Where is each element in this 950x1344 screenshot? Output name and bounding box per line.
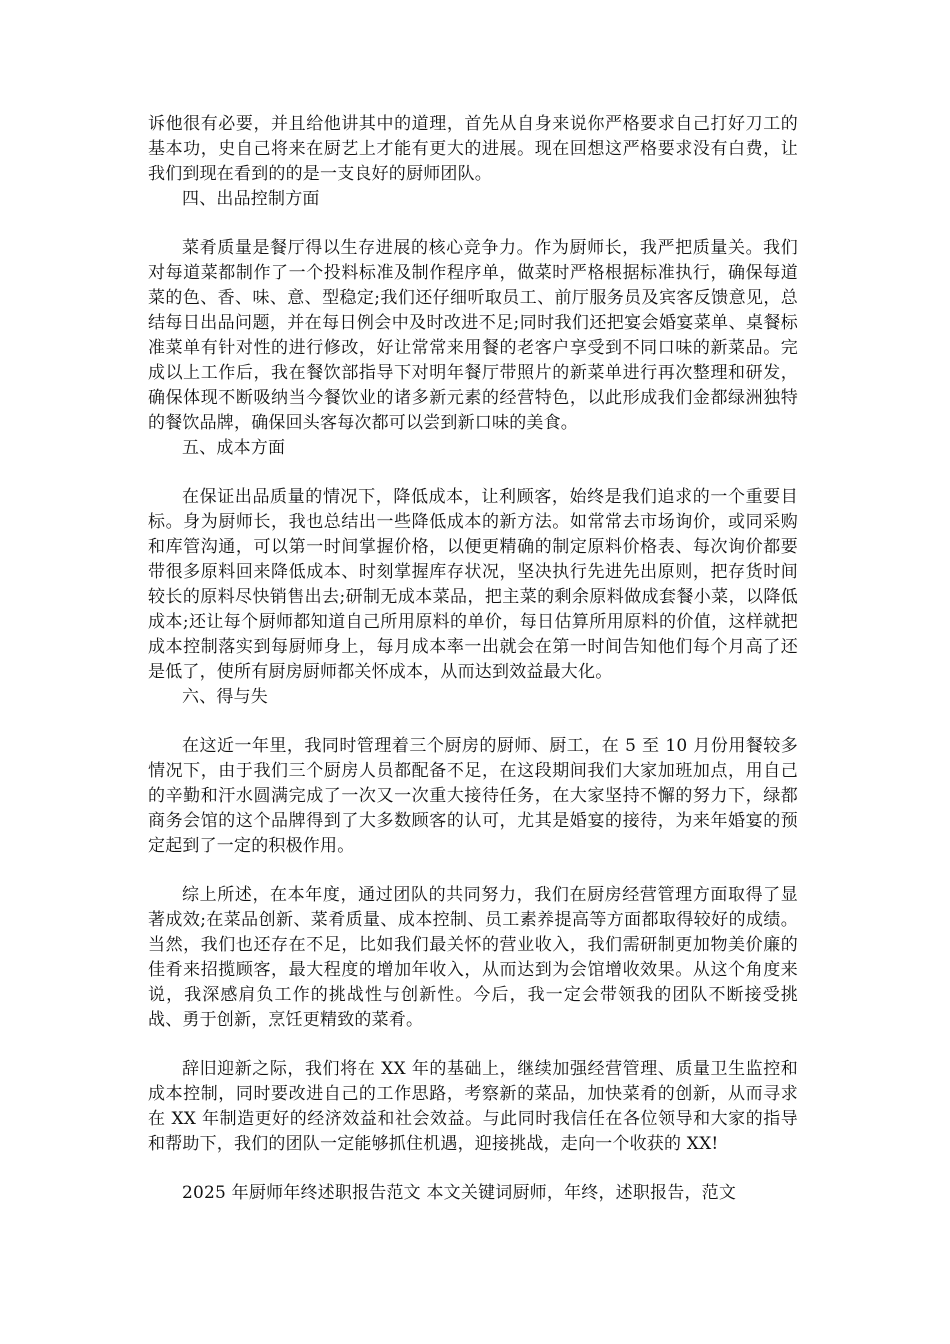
paragraph-gains-losses: 在这近一年里，我同时管理着三个厨房的厨师、厨工，在 5 至 10 月份用餐较多情况下，由于我们三个厨房人员都配备不足，在这段期间我们大家加班加点，用自己的辛勤和汗水圆满完成了一次又一次重大接待任务，在大家坚持不懈的努力下，绿都商务会馆的这个品牌得到了大多数顾客的认可，尤其是婚宴的接待，为来年婚宴的预定起到了一定的积极作用。 — [148, 736, 798, 856]
paragraph-cost: 在保证出品质量的情况下，降低成本，让利顾客，始终是我们追求的一个重要目标。身为厨师长，我也总结出一些降低成本的新方法。如常常去市场询价，或同采购和库管沟通，可以第一时间掌握价格，以便更精确的制定原料价格表、每次询价都要带很多原料回来降低成本、时刻掌握库存状况，坚决执行先进先出原则，把存货时间较长的原料尽快销售出去;研制无成本菜品，把主菜的剩余原料做成套餐小菜，以降低成本;还让每个厨师都知道自己所用原料的单价，每日估算所用原料的价值，这样就把成本控制落实到每厨师身上，每月成本率一出就会在第一时间告知他们每个月高了还是低了，使所有厨房厨师都关怀成本，从而达到效益最大化。 — [148, 487, 798, 682]
section-heading-cost: 五、成本方面 — [182, 438, 286, 458]
paragraph-new-year: 辞旧迎新之际，我们将在 XX 年的基础上，继续加强经营管理、质量卫生监控和成本控制，同时要改进自己的工作思路，考察新的菜品，加快菜肴的创新，从而寻求在 XX 年制造更好的经济效益和社会效益。与此同时我信任在各位领导和大家的指导和帮助下，我们的团队一定能够抓住机遇，迎接挑战，走向一个收获的 XX! — [148, 1059, 798, 1154]
paragraph-output-control: 菜肴质量是餐厅得以生存进展的核心竞争力。作为厨师长，我严把质量关。我们对每道菜都制作了一个投料标准及制作程序单，做菜时严格根据标准执行，确保每道菜的色、香、味、意、型稳定;我们还仔细听取员工、前厅服务员及宾客反馈意见，总结每日出品问题，并在每日例会中及时改进不足;同时我们还把宴会婚宴菜单、桌餐标准菜单有针对性的进行修改，好让常常来用餐的老客户享受到不同口味的新菜品。完成以上工作后，我在餐饮部指导下对明年餐厅带照片的新菜单进行再次整理和研发，确保体现不断吸纳当今餐饮业的诸多新元素的经营特色，以此形成我们金都绿洲独特的餐饮品牌，确保回头客每次都可以尝到新口味的美食。 — [148, 238, 798, 433]
section-heading-gains-losses: 六、得与失 — [182, 687, 268, 707]
paragraph-continuation: 诉他很有必要，并且给他讲其中的道理，首先从自身来说你严格要求自己打好刀工的基本功，史自己将来在厨艺上才能有更大的进展。现在回想这严格要求没有白费，让我们到现在看到的的是一支良好的厨师团队。 — [148, 114, 798, 184]
paragraph-keywords: 2025 年厨师年终述职报告范文 本文关键词厨师，年终，述职报告，范文 — [182, 1183, 737, 1203]
document-body — [148, 112, 798, 1206]
paragraph-summary: 综上所述，在本年度，通过团队的共同努力，我们在厨房经营管理方面取得了显著成效;在菜品创新、菜肴质量、成本控制、员工素养提高等方面都取得较好的成绩。当然，我们也还存在不足，比如我们最关怀的营业收入，我们需研制更加物美价廉的佳肴来招揽顾客，最大程度的增加年收入，从而达到为会馆增收效果。从这个角度来说，我深感肩负工作的挑战性与创新性。今后，我一定会带领我的团队不断接受挑战、勇于创新，烹饪更精致的菜肴。 — [148, 885, 798, 1030]
section-heading-output-control: 四、出品控制方面 — [182, 189, 320, 209]
